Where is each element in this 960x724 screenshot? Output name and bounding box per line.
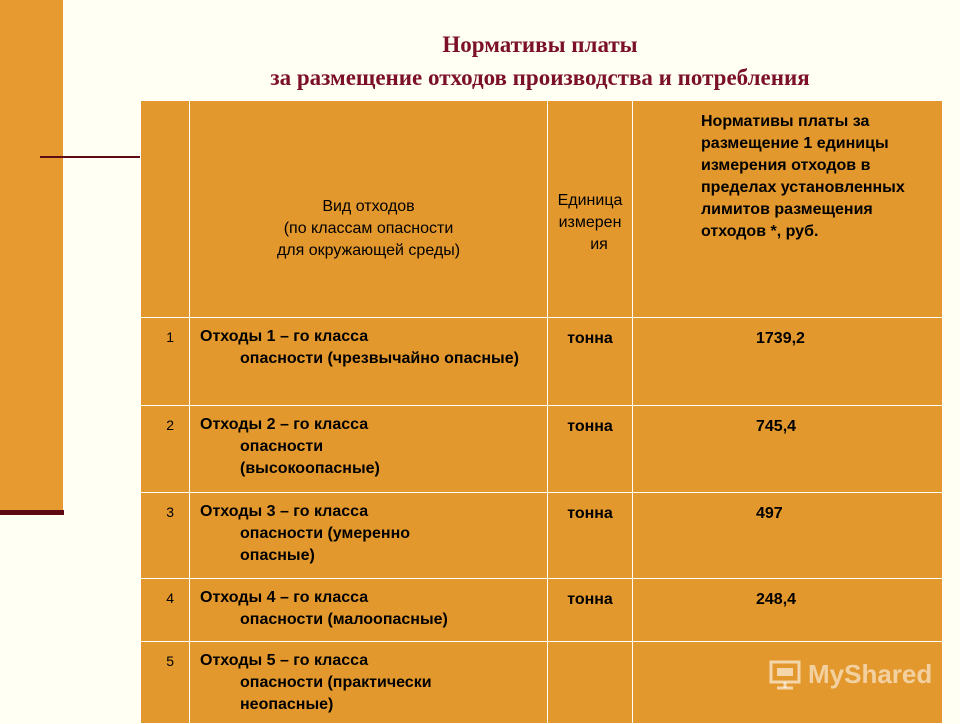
row-unit: тонна (548, 579, 633, 642)
slide-title (140, 28, 940, 94)
row-rate: 1739,2 (633, 318, 943, 406)
side-bar-divider (0, 510, 64, 515)
table-header-row (141, 101, 943, 318)
row-unit (548, 642, 633, 724)
waste-type-first-line: Отходы 3 – го класса (200, 503, 369, 520)
row-number: 5 (141, 642, 190, 724)
row-waste-type (190, 642, 548, 724)
table-row (141, 493, 943, 579)
row-rate: 745,4 (633, 406, 943, 493)
row-number: 1 (141, 318, 190, 406)
header-unit-line: измерен (558, 214, 622, 231)
side-accent-bar (0, 0, 63, 513)
presentation-icon (768, 657, 802, 691)
header-unit-line: ия (590, 236, 608, 253)
title-line-1: Нормативы платы (442, 32, 638, 57)
row-waste-type (190, 579, 548, 642)
watermark (768, 654, 932, 694)
row-waste-type (190, 493, 548, 579)
header-type-line: Вид отходов (322, 198, 415, 215)
row-unit: тонна (548, 318, 633, 406)
waste-type-first-line: Отходы 4 – го класса (200, 589, 369, 606)
table-row (141, 318, 943, 406)
row-waste-type (190, 318, 548, 406)
row-number: 2 (141, 406, 190, 493)
row-rate: 248,4 (633, 579, 943, 642)
row-waste-type (190, 406, 548, 493)
header-unit-line: Единица (557, 192, 623, 209)
watermark-text: MyShared (808, 658, 933, 689)
header-waste-type (190, 101, 548, 318)
table-row (141, 579, 943, 642)
fees-table (140, 100, 943, 724)
row-number: 3 (141, 493, 190, 579)
header-rate: Нормативы платы за размещение 1 единицы измерения отходов в пределах установленных лимитов размещения отходов *, руб. (633, 101, 943, 318)
row-number: 4 (141, 579, 190, 642)
waste-type-rest: опасности (чрезвычайно опасные) (240, 350, 519, 367)
waste-type-rest: опасности (умеренно опасные) (240, 525, 410, 564)
table-row (141, 406, 943, 493)
row-unit: тонна (548, 493, 633, 579)
row-unit: тонна (548, 406, 633, 493)
decorative-line (40, 156, 140, 158)
waste-type-rest: опасности (высокоопасные) (240, 438, 380, 477)
row-rate: 497 (633, 493, 943, 579)
waste-type-first-line: Отходы 1 – го класса (200, 328, 369, 345)
header-num-cell (141, 101, 190, 318)
header-type-line: (по классам опасности (283, 220, 454, 237)
title-line-2: за размещение отходов производства и потребления (270, 65, 810, 90)
header-type-line: для окружающей среды) (276, 242, 461, 259)
waste-type-first-line: Отходы 5 – го класса (200, 652, 369, 669)
waste-type-first-line: Отходы 2 – го класса (200, 416, 369, 433)
header-unit (548, 101, 633, 318)
waste-type-rest: опасности (практически неопасные) (240, 674, 432, 713)
waste-type-rest: опасности (малоопасные) (240, 611, 448, 628)
